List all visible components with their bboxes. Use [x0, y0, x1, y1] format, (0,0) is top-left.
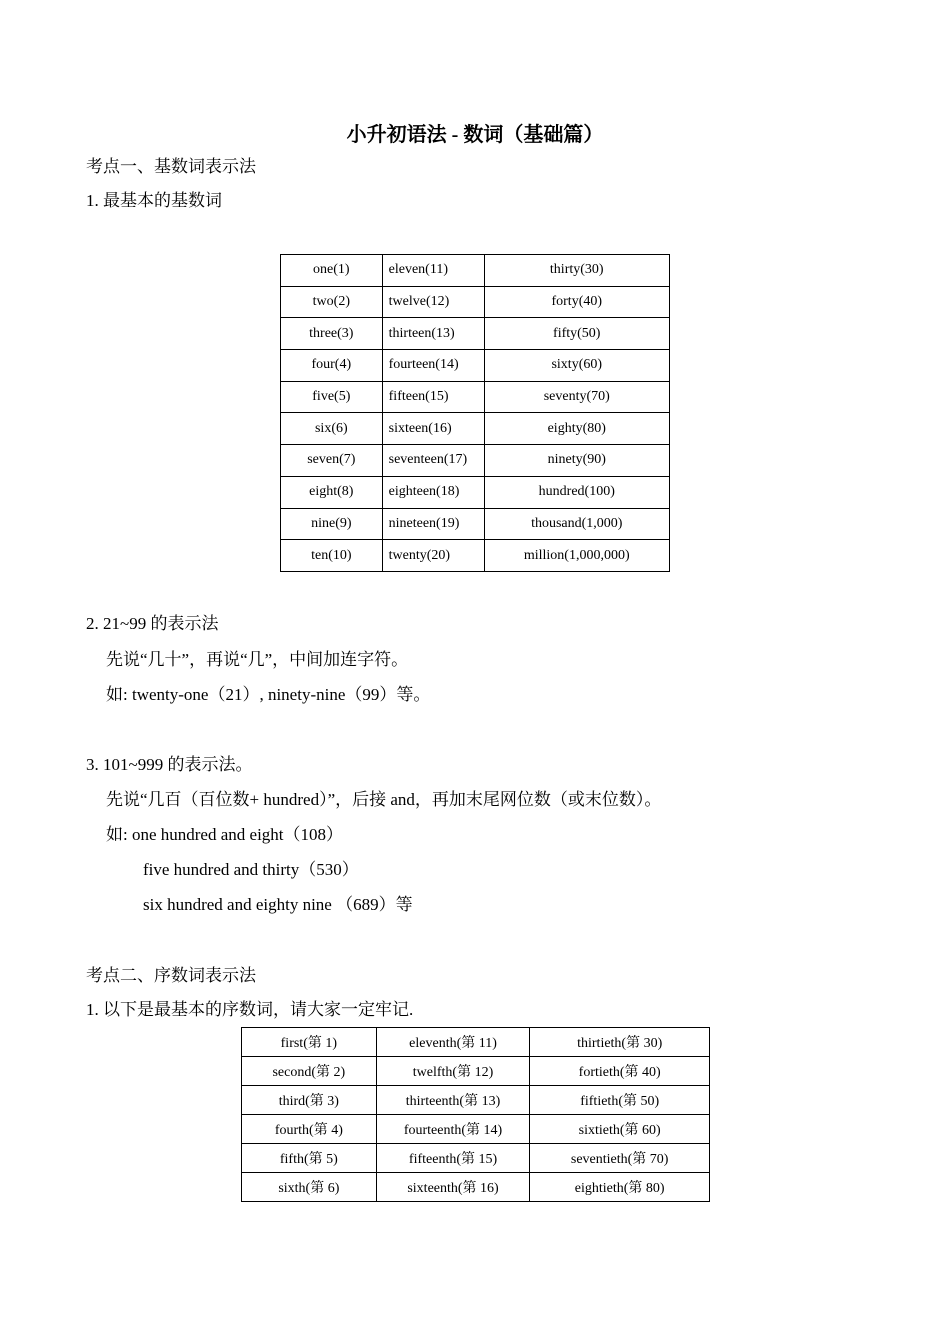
- table-cell: sixth(第 6): [242, 1173, 377, 1202]
- item3-example-3: six hundred and eighty nine （689）等: [143, 895, 413, 914]
- table-row: [242, 1144, 710, 1173]
- table-row: [281, 540, 670, 572]
- section1-item2: 2. 21~99 的表示法: [86, 614, 219, 633]
- table-cell: hundred(100): [484, 476, 669, 508]
- table-cell: thirty(30): [484, 255, 669, 287]
- table-cell: one(1): [281, 255, 383, 287]
- table-row: [242, 1086, 710, 1115]
- item2-example: 如: twenty-one（21）, ninety-nine（99）等。: [106, 685, 431, 704]
- table-cell: eleventh(第 11): [376, 1028, 530, 1057]
- table-cell: eight(8): [281, 476, 383, 508]
- table-cell: fourteen(14): [382, 350, 484, 382]
- section1-heading: 考点一、基数词表示法: [86, 157, 256, 176]
- page-title: 小升初语法 - 数词（基础篇）: [346, 124, 604, 146]
- table-cell: seventieth(第 70): [530, 1144, 710, 1173]
- table-row: [242, 1115, 710, 1144]
- table-cell: eighteen(18): [382, 476, 484, 508]
- table-cell: fifty(50): [484, 318, 669, 350]
- table-row: [281, 286, 670, 318]
- table-cell: three(3): [281, 318, 383, 350]
- table-cell: second(第 2): [242, 1057, 377, 1086]
- table-cell: seventy(70): [484, 381, 669, 413]
- table-cell: forty(40): [484, 286, 669, 318]
- table-cell: sixteenth(第 16): [376, 1173, 530, 1202]
- table-row: [281, 350, 670, 382]
- cardinal-numbers-table: [280, 254, 670, 572]
- item3-rule: 先说“几百（百位数+ hundred）”，后接 and，再加末尾网位数（或末位数）。: [106, 790, 662, 809]
- table-cell: fifteenth(第 15): [376, 1144, 530, 1173]
- table-cell: five(5): [281, 381, 383, 413]
- table-cell: thirtieth(第 30): [530, 1028, 710, 1057]
- table-cell: first(第 1): [242, 1028, 377, 1057]
- section1-item3: 3. 101~999 的表示法。: [86, 755, 253, 774]
- table-cell: seven(7): [281, 445, 383, 477]
- item2-rule: 先说“几十”，再说“几”，中间加连字符。: [106, 650, 409, 669]
- table-row: [281, 413, 670, 445]
- item3-example-1: 如: one hundred and eight（108）: [106, 825, 344, 844]
- table-cell: four(4): [281, 350, 383, 382]
- table-cell: thousand(1,000): [484, 508, 669, 540]
- table-cell: eightieth(第 80): [530, 1173, 710, 1202]
- table-row: [281, 445, 670, 477]
- table-row: [242, 1028, 710, 1057]
- table-cell: twelve(12): [382, 286, 484, 318]
- table-row: [242, 1057, 710, 1086]
- table-row: [281, 318, 670, 350]
- table-cell: eleven(11): [382, 255, 484, 287]
- table-cell: fourteenth(第 14): [376, 1115, 530, 1144]
- section1-item1: 1. 最基本的基数词: [86, 191, 222, 210]
- table-cell: two(2): [281, 286, 383, 318]
- table-cell: six(6): [281, 413, 383, 445]
- table-cell: fifteen(15): [382, 381, 484, 413]
- table-row: [281, 381, 670, 413]
- table-cell: seventeen(17): [382, 445, 484, 477]
- table-cell: fortieth(第 40): [530, 1057, 710, 1086]
- table-row: [281, 255, 670, 287]
- table-row: [242, 1173, 710, 1202]
- table-row: [281, 476, 670, 508]
- table-cell: sixty(60): [484, 350, 669, 382]
- item3-example-2: five hundred and thirty（530）: [143, 860, 359, 879]
- table-cell: sixteen(16): [382, 413, 484, 445]
- section2-item1: 1. 以下是最基本的序数词，请大家一定牢记.: [86, 1000, 414, 1019]
- table-cell: nine(9): [281, 508, 383, 540]
- table-cell: twelfth(第 12): [376, 1057, 530, 1086]
- table-cell: thirteen(13): [382, 318, 484, 350]
- table-cell: eighty(80): [484, 413, 669, 445]
- table-cell: fourth(第 4): [242, 1115, 377, 1144]
- table-cell: thirteenth(第 13): [376, 1086, 530, 1115]
- table-cell: ten(10): [281, 540, 383, 572]
- ordinal-numbers-table: [241, 1027, 710, 1202]
- table-cell: sixtieth(第 60): [530, 1115, 710, 1144]
- table-cell: fiftieth(第 50): [530, 1086, 710, 1115]
- table-cell: fifth(第 5): [242, 1144, 377, 1173]
- table-cell: third(第 3): [242, 1086, 377, 1115]
- table-cell: ninety(90): [484, 445, 669, 477]
- section2-heading: 考点二、序数词表示法: [86, 966, 256, 985]
- table-cell: million(1,000,000): [484, 540, 669, 572]
- table-cell: nineteen(19): [382, 508, 484, 540]
- table-cell: twenty(20): [382, 540, 484, 572]
- table-row: [281, 508, 670, 540]
